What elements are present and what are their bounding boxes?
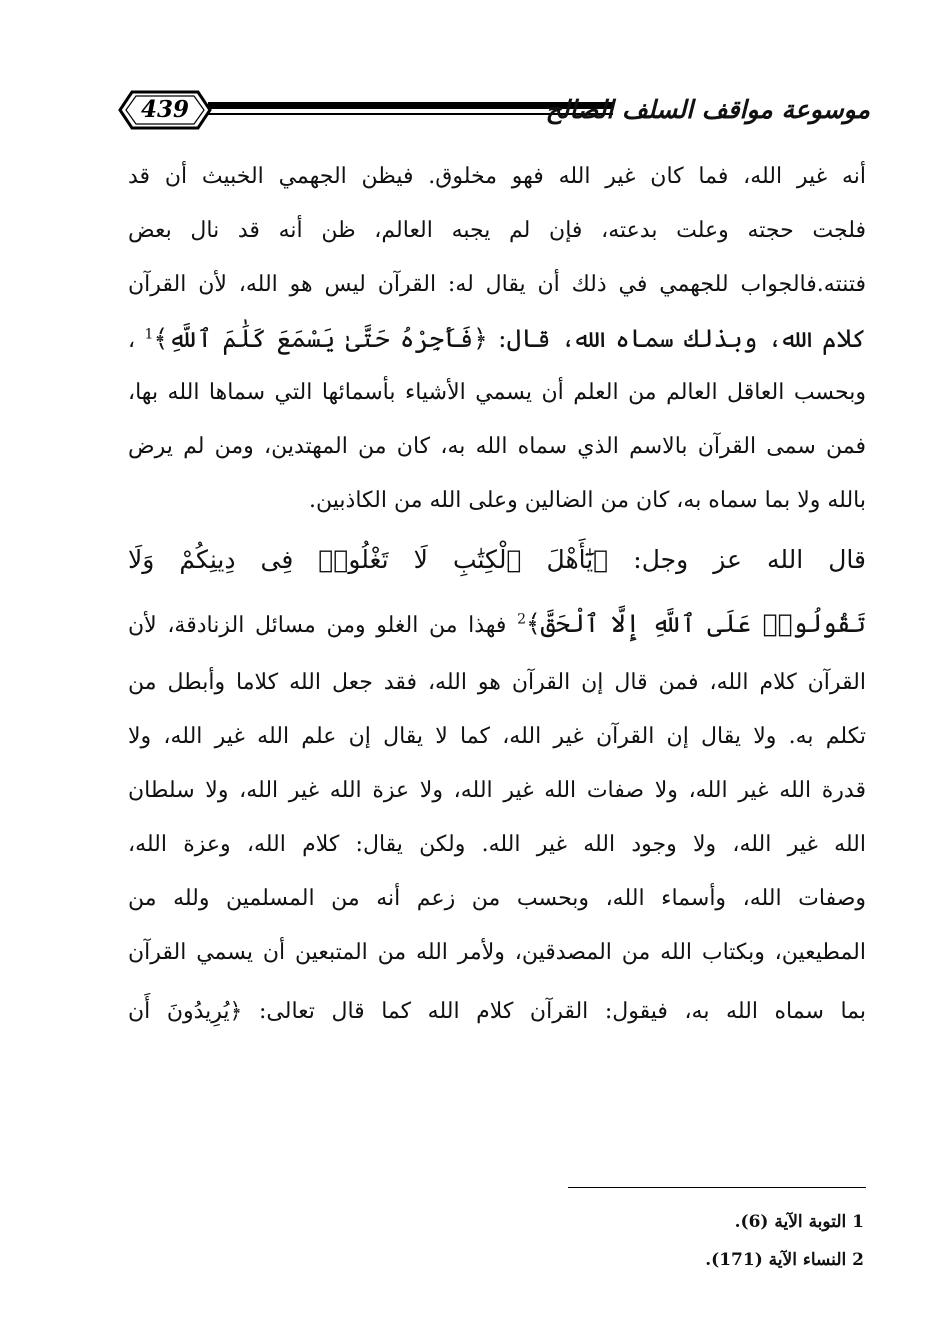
text-line-with-verse: بما سماه الله به، فيقول: القرآن كلام الله كما قال تعالى: ﴿يُرِيدُونَ أَن — [128, 999, 866, 1024]
line-tail: فهذا من الغلو ومن مسائل الزنادقة، لأن — [128, 613, 507, 638]
text-line: قدرة الله غير الله، ولا صفات الله غير الله، ولا عزة الله غير الله، ولا سلطان — [128, 778, 866, 803]
footnote-marker: 2 — [517, 611, 526, 628]
line-tail: ، — [128, 328, 136, 353]
text-line: وبحسب العاقل العالم من العلم أن يسمي الأشياء بأسمائها التي سماها الله بها، — [128, 380, 866, 405]
footnote-separator — [568, 1187, 866, 1188]
main-text — [128, 150, 866, 1044]
text-line: فمن سمى القرآن بالاسم الذي سماه الله به، كان من المهتدين، ومن لم يرض — [128, 434, 866, 459]
page-number: 439 — [140, 96, 189, 123]
footnote-item — [560, 1241, 864, 1279]
page-number-badge — [118, 88, 212, 132]
verse-text: كلام الله، وبذلك سماه الله، قال: ﴿فَأَجِرْهُ حَتَّىٰ يَسْمَعَ كَلَٰمَ ٱللَّهِ﴾ — [153, 324, 866, 353]
text-line: فتنته.فالجواب للجهمي في ذلك أن يقال له: القرآن ليس هو الله، لأن القرآن — [128, 272, 866, 297]
footnote-number: 1 — [852, 1212, 864, 1232]
footnotes — [560, 1203, 864, 1279]
text-line-with-verse — [128, 312, 866, 366]
text-line: تكلم به. ولا يقال إن القرآن غير الله، كما لا يقال إن علم الله غير الله، ولا — [128, 724, 866, 749]
text-line: وصفات الله، وأسماء الله، وبحسب من زعم أنه من المسلمين ولله من — [128, 886, 866, 911]
footnote-text: التوبة الآية (6). — [734, 1212, 847, 1232]
text-line: أنه غير الله، فما كان غير الله فهو مخلوق. فيظن الجهمي الخبيث أن قد — [128, 164, 866, 189]
verse-text: تَقُولُوا۟ عَلَى ٱللَّهِ إِلَّا ٱلْحَقَّ﴾ — [526, 609, 866, 638]
footnote-text: النساء الآية (171). — [705, 1250, 847, 1270]
text-line: فلجت حجته وعلت بدعته، فإن لم يجبه العالم، ظن أنه قد نال بعض — [128, 218, 866, 243]
text-line: بالله ولا بما سماه به، كان من الضالين وعلى الله من الكاذبين. — [309, 488, 866, 513]
footnote-marker: 1 — [144, 326, 154, 343]
book-title: موسوعة مواقف السلف الصالح — [545, 95, 870, 124]
verse-line: قال الله عز وجل: ﴿يَٰٓأَهْلَ ٱلْكِتَٰبِ لَا تَغْلُوا۟ فِى دِينِكُمْ وَلَا — [128, 545, 866, 574]
text-line: المطيعين، وبكتاب الله من المصدقين، ولأمر الله من المتبعين أن يسمي القرآن — [128, 940, 866, 965]
text-line: الله غير الله، ولا وجود الله غير الله. ولكن يقال: كلام الله، وعزة الله، — [128, 832, 866, 857]
text-line: القرآن كلام الله، فمن قال إن القرآن هو الله، فقد جعل الله كلاما وأبطل من — [128, 670, 866, 695]
footnote-item — [560, 1203, 864, 1241]
text-line-with-verse — [128, 592, 866, 656]
page-header — [118, 80, 870, 150]
footnote-number: 2 — [852, 1250, 864, 1270]
